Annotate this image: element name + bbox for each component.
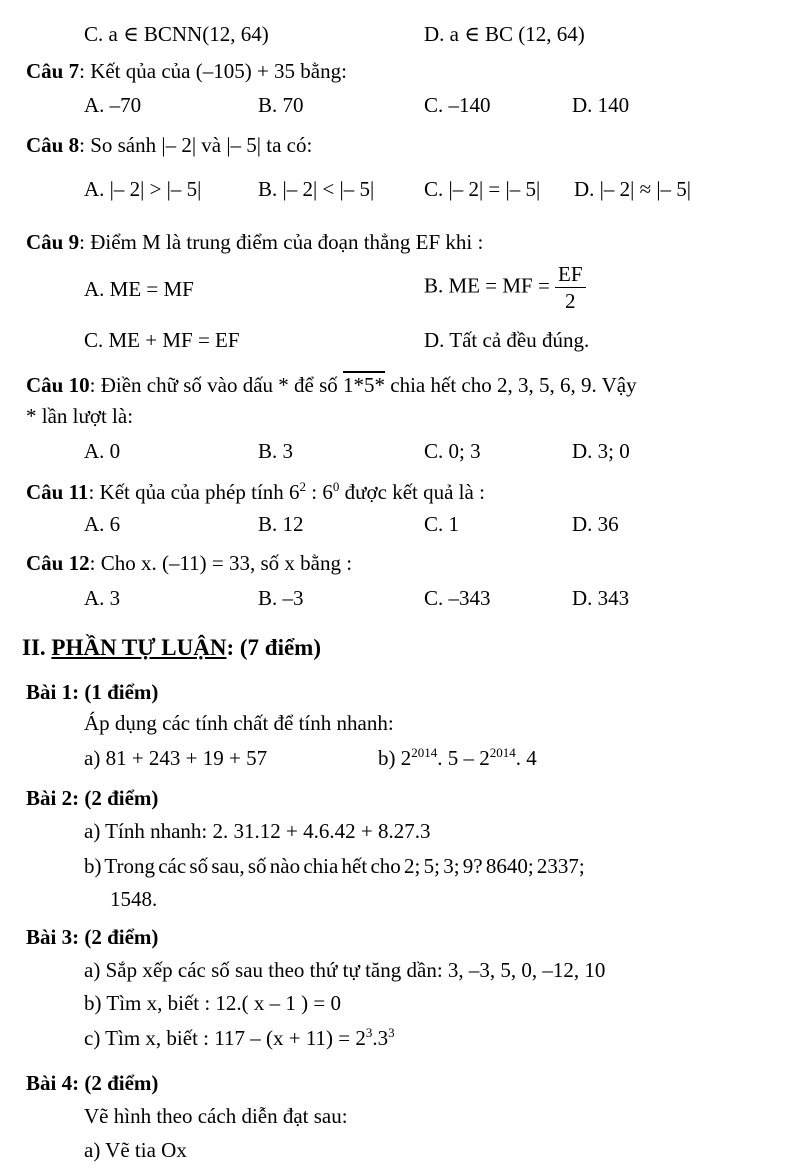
bai3-c-prefix: c) Tìm x, biết : 117 – (x + 11) = 2 — [84, 1026, 366, 1050]
q9-option-d: D. Tất cả đều đúng. — [424, 328, 590, 352]
q7-option-c: C. –140 — [424, 93, 491, 117]
q11-text-mid: : 6 — [306, 480, 333, 504]
q8-option-c: C. |– 2| = |– 5| — [424, 177, 541, 201]
bai1-b-prefix: b) 2 — [378, 746, 412, 770]
q12-label: Câu 12 — [26, 551, 90, 575]
q11-exponent-1: 2 — [299, 479, 307, 494]
q12-option-d: D. 343 — [572, 586, 630, 610]
q6-option-c: C. a ∈ BCNN(12, 64) — [84, 22, 269, 46]
bai1-b-mid: . 5 – 2 — [437, 746, 490, 770]
bai1-b-exponent-1: 2014 — [411, 745, 438, 760]
part2-heading — [22, 636, 321, 659]
q11-option-b: B. 12 — [258, 512, 304, 536]
q8-question — [26, 135, 312, 156]
q12-option-b: B. –3 — [258, 586, 304, 610]
q9-option-b — [424, 261, 586, 315]
q11-exponent-2: 0 — [332, 479, 340, 494]
q7-label: Câu 7 — [26, 59, 80, 83]
bai2-title: Bài 2: (2 điểm) — [26, 786, 159, 810]
bai1-b-post: . 4 — [515, 746, 537, 770]
q7-option-b: B. 70 — [258, 93, 304, 117]
q9-option-a: A. ME = MF — [84, 277, 194, 301]
bai3-c-exponent-1: 3 — [365, 1025, 373, 1040]
bai4-title: Bài 4: (2 điểm) — [26, 1071, 159, 1095]
q11-text-after: được kết quả là : — [339, 480, 485, 504]
part2-title: PHẦN TỰ LUẬN — [51, 635, 227, 660]
q8-option-a: A. |– 2| > |– 5| — [84, 177, 202, 201]
q9-label: Câu 9 — [26, 230, 80, 254]
q10-option-c: C. 0; 3 — [424, 439, 481, 463]
q9-fraction-numerator: EF — [555, 261, 586, 288]
q9-option-c: C. ME + MF = EF — [84, 328, 240, 352]
q7-text: : Kết qủa của (–105) + 35 bằng: — [79, 59, 347, 83]
part2-prefix: II. — [22, 635, 52, 660]
q11-option-d: D. 36 — [572, 512, 619, 536]
bai1-title: Bài 1: (1 điểm) — [26, 680, 159, 704]
q7-option-a: A. –70 — [84, 93, 142, 117]
q7-question — [26, 61, 347, 82]
q8-text: : So sánh |– 2| và |– 5| ta có: — [79, 133, 313, 157]
q10-label: Câu 10 — [26, 373, 90, 397]
q9-fraction — [555, 261, 586, 315]
q10-text-before: : Điền chữ số vào dấu * để số — [89, 373, 344, 397]
q12-text: : Cho x. (–11) = 33, số x bằng : — [89, 551, 353, 575]
bai3-title: Bài 3: (2 điểm) — [26, 925, 159, 949]
q10-option-a: A. 0 — [84, 439, 121, 463]
q9-question — [26, 232, 483, 253]
bai3-part-a: a) Sắp xếp các số sau theo thứ tự tăng dần: 3, –3, 5, 0, –12, 10 — [84, 958, 606, 982]
bai4-intro: Vẽ hình theo cách diễn đạt sau: — [84, 1104, 348, 1128]
q6-option-d: D. a ∈ BC (12, 64) — [424, 22, 585, 46]
q10-number: 1*5* — [343, 373, 386, 397]
q10-option-d: D. 3; 0 — [572, 439, 630, 463]
q7-option-d: D. 140 — [572, 93, 630, 117]
q10-text-after: chia hết cho 2, 3, 5, 6, 9. Vậy — [385, 373, 637, 397]
q8-option-b: B. |– 2| < |– 5| — [258, 177, 375, 201]
q10-question-line2: * lần lượt là: — [26, 404, 134, 428]
q11-text-before: : Kết qủa của phép tính 6 — [88, 480, 300, 504]
bai3-c-mid: .3 — [372, 1026, 389, 1050]
bai3-part-c — [84, 1025, 395, 1050]
bai1-part-a: a) 81 + 243 + 19 + 57 — [84, 746, 268, 770]
q9-option-b-prefix: B. ME = MF = — [424, 273, 550, 298]
bai3-c-exponent-2: 3 — [388, 1025, 395, 1040]
q12-option-c: C. –343 — [424, 586, 491, 610]
bai4-part-a: a) Vẽ tia Ox — [84, 1138, 187, 1162]
q12-question — [26, 553, 352, 574]
q12-option-a: A. 3 — [84, 586, 121, 610]
q10-option-b: B. 3 — [258, 439, 294, 463]
bai3-part-b: b) Tìm x, biết : 12.( x – 1 ) = 0 — [84, 991, 342, 1015]
q9-fraction-denominator: 2 — [565, 289, 576, 314]
part2-suffix: : (7 điểm) — [226, 635, 321, 660]
q11-option-c: C. 1 — [424, 512, 460, 536]
q8-label: Câu 8 — [26, 133, 80, 157]
q11-label: Câu 11 — [26, 480, 89, 504]
q8-option-d: D. |– 2| ≈ |– 5| — [574, 177, 692, 201]
q9-text: : Điểm M là trung điểm của đoạn thẳng EF khi : — [79, 230, 484, 254]
bai1-intro: Áp dụng các tính chất để tính nhanh: — [84, 711, 394, 735]
q10-question — [26, 375, 637, 396]
q11-question — [26, 479, 485, 504]
bai2-part-b-line2: 1548. — [110, 887, 158, 911]
bai1-part-b — [378, 745, 537, 770]
bai2-part-b-line1: b) Trong các số sau, số nào chia hết cho 2; 5; 3; 9? 8640; 2337; — [84, 854, 585, 878]
q11-option-a: A. 6 — [84, 512, 121, 536]
bai1-b-exponent-2: 2014 — [489, 745, 516, 760]
bai2-part-a: a) Tính nhanh: 2. 31.12 + 4.6.42 + 8.27.3 — [84, 819, 431, 843]
